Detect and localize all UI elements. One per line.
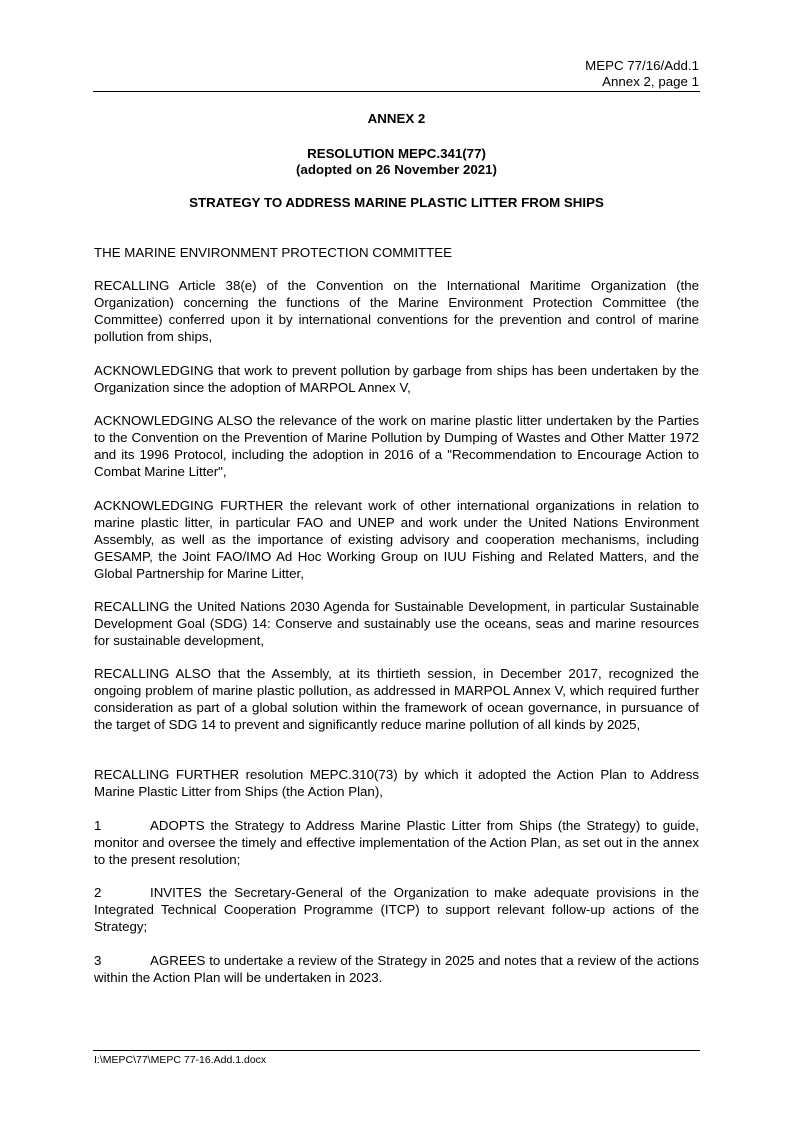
resolution-subject: STRATEGY TO ADDRESS MARINE PLASTIC LITTER FROM SHIPS [189,195,604,210]
page-reference: Annex 2, page 1 [602,74,699,89]
annex-title: ANNEX 2 [367,111,426,126]
operative-number: 2 [94,885,102,900]
operative-text: INVITES the Secretary-General of the Organization to make adequate provisions in the Integrated Technical Cooperation Programme (ITCP) to support relevant follow-up actions of the Strategy; [94,885,699,934]
preamble-paragraph: RECALLING ALSO that the Assembly, at its thirtieth session, in December 2017, recognized the ongoing problem of marine plastic pollution, as addressed in MARPOL Annex V, which required further consideration as part of a global solution within the framework of ocean governance, in pursuance of the target of SDG 14 to prevent and significantly reduce marine pollution of all kinds by 2025, [94,666,699,732]
preamble-paragraph: RECALLING FURTHER resolution MEPC.310(73) by which it adopted the Action Plan to Address Marine Plastic Litter from Ships (the Action Plan), [94,767,699,799]
operative-paragraph [94,885,699,936]
preamble-paragraph: RECALLING Article 38(e) of the Convention on the International Maritime Organization (the Organization) concerning the functions of the Marine Environment Protection Committee (the Committee) conferred upon it by international conventions for the prevention and control of marine pollution from ships, [94,278,699,344]
operative-paragraph [94,953,699,987]
operative-paragraph [94,818,699,869]
footer-file-path: I:\MEPC\77\MEPC 77-16.Add.1.docx [94,1054,267,1066]
operative-text: ADOPTS the Strategy to Address Marine Plastic Litter from Ships (the Strategy) to guide, monitor and oversee the timely and effective implementation of the Action Plan, as set out in the annex to the present resolution; [94,818,699,867]
footer-divider [93,1050,700,1051]
operative-text: AGREES to undertake a review of the Strategy in 2025 and notes that a review of the actions within the Action Plan will be undertaken in 2023. [94,953,699,985]
preamble-paragraph: ACKNOWLEDGING that work to prevent pollution by garbage from ships has been undertaken by the Organization since the adoption of MARPOL Annex V, [94,363,699,395]
document-symbol: MEPC 77/16/Add.1 [585,58,699,73]
preamble-paragraph: ACKNOWLEDGING ALSO the relevance of the work on marine plastic litter undertaken by the Parties to the Convention on the Prevention of Marine Pollution by Dumping of Wastes and Other Matter 1972 and its 1996 Protocol, including the adoption in 2016 of a "Recommendation to Encourage Action to Combat Marine Litter", [94,413,699,479]
preamble-paragraph: ACKNOWLEDGING FURTHER the relevant work of other international organizations in relation to marine plastic litter, in particular FAO and UNEP and work under the United Nations Environment Assembly, as well as the importance of existing advisory and cooperation mechanisms, including GESAMP, the Joint FAO/IMO Ad Hoc Working Group on IUU Fishing and Related Matters, and the Global Partnership for Marine Litter, [94,498,699,581]
operative-number: 3 [94,953,102,968]
committee-name: THE MARINE ENVIRONMENT PROTECTION COMMITTEE [94,245,453,260]
preamble-paragraph: RECALLING the United Nations 2030 Agenda for Sustainable Development, in particular Sustainable Development Goal (SDG) 14: Conserve and sustainably use the oceans, seas and marine resources for sustainable development, [94,599,699,648]
adoption-date: (adopted on 26 November 2021) [296,162,497,177]
operative-number: 1 [94,818,102,833]
document-reference [585,58,699,90]
header-divider [93,91,700,92]
resolution-title: RESOLUTION MEPC.341(77) [307,146,486,161]
